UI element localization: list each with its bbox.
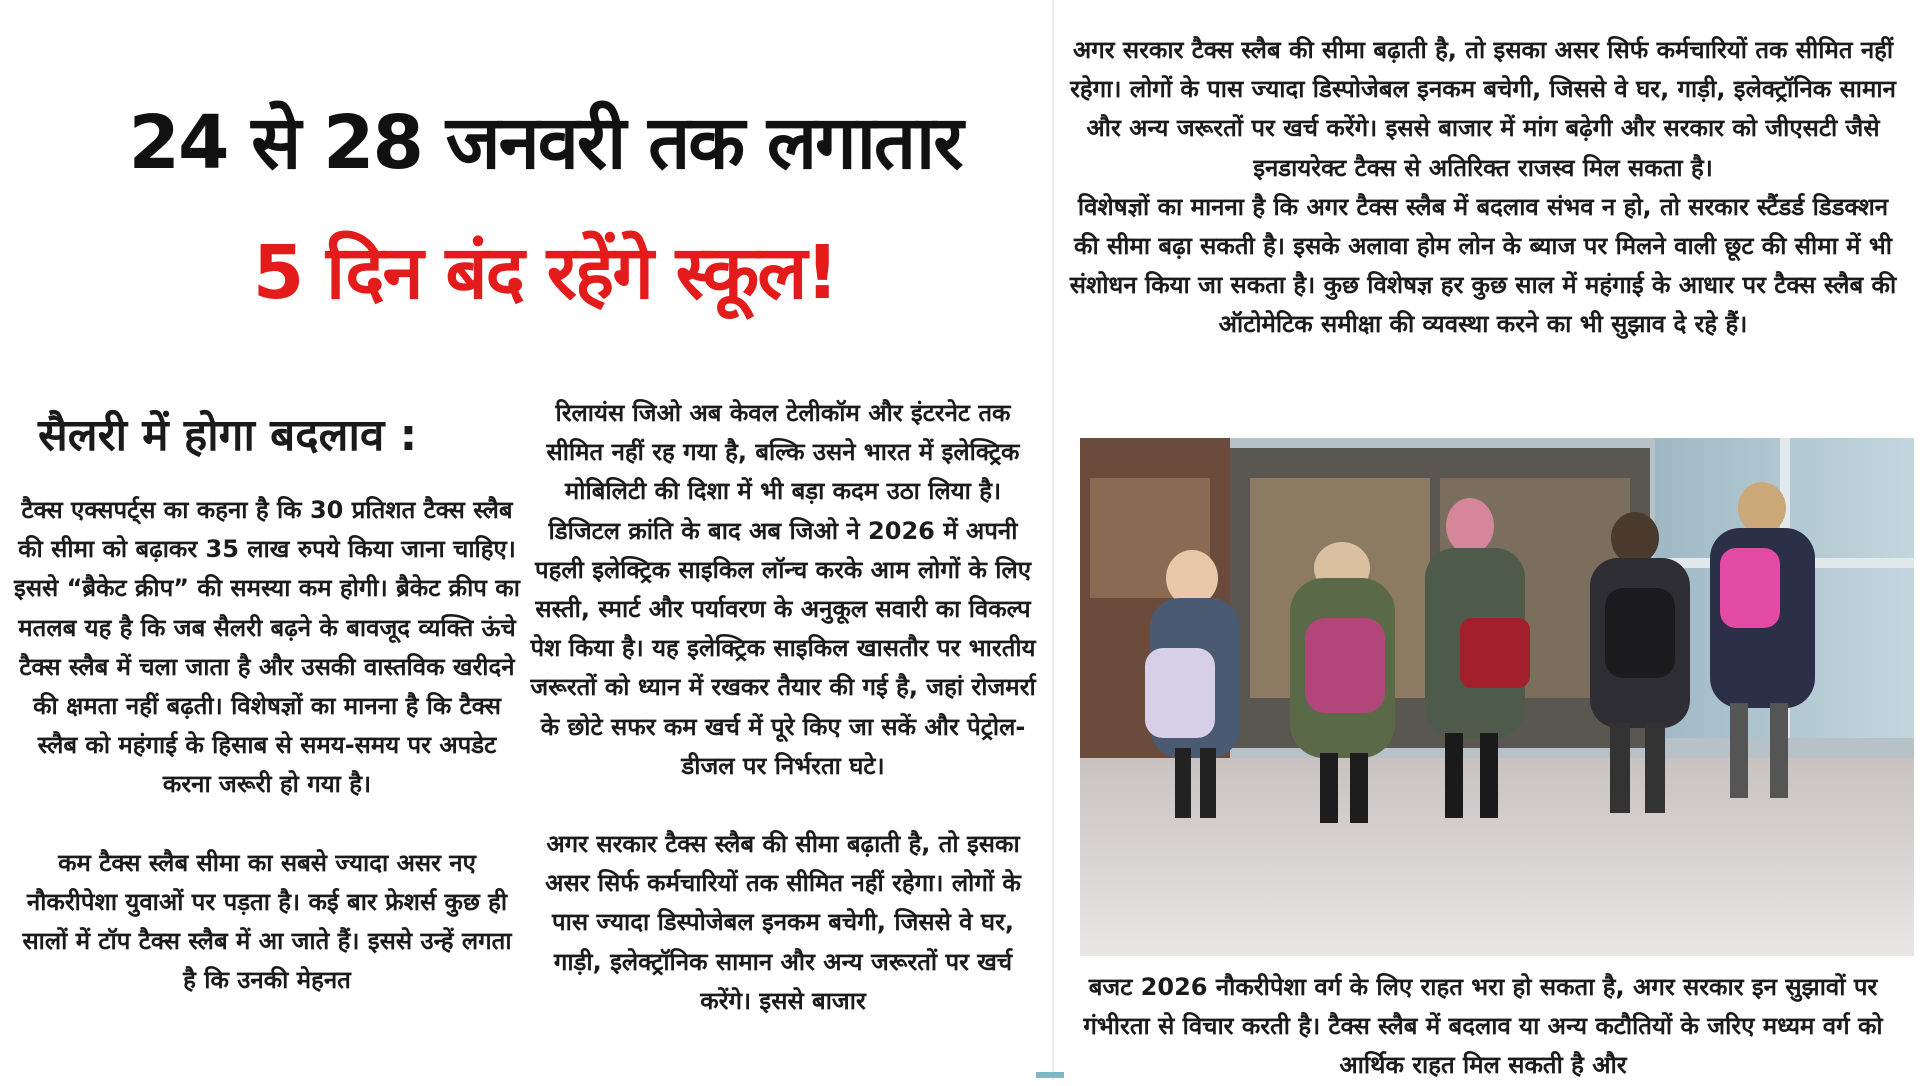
scroll-indicator <box>1036 1072 1064 1078</box>
headline-line-2: 5 दिन बंद रहेंगे स्कूल! <box>252 230 838 316</box>
column-3-paragraph-1: अगर सरकार टैक्स स्लैब की सीमा बढ़ाती है, तो इसका असर सिर्फ कर्मचारियों तक सीमित नहीं रहेगा। लोगों के पास ज्यादा डिस्पोजेबल इनकम बचेगी, जिससे वे घर, गाड़ी, इलेक्ट्रॉनिक सामान और अन्य जरूरतों पर खर्च करेंगे। इससे बाजार में मांग बढ़ेगी और सरकार को जीएसटी जैसे इनडायरेक्ट टैक्स से अतिरिक्त राजस्व मिल सकता है। <box>1070 36 1896 182</box>
column-3-paragraph-2: विशेषज्ञों का मानना है कि अगर टैक्स स्लैब में बदलाव संभव न हो, तो सरकार स्टैंडर्ड डिडक्शन की सीमा बढ़ा सकती है। इसके अलावा होम लोन के ब्याज पर मिलने वाली छूट की सीमा में भी संशोधन किया जा सकता है। कुछ विशेषज्ञ हर कुछ साल में महंगाई के आधार पर टैक्स स्लैब की ऑटोमेटिक समीक्षा की व्यवस्था करने का भी सुझाव दे रहे हैं। <box>1069 192 1897 339</box>
article-column-4 <box>1064 968 1902 1086</box>
column-4-paragraph-1: बजट 2026 नौकरीपेशा वर्ग के लिए राहत भरा हो सकता है, अगर सरकार इन सुझावों पर गंभीरता से विचार करती है। टैक्स स्लैब में बदलाव या अन्य कटौतियों के जरिए मध्यम वर्ग को आर्थिक राहत मिल सकती है और <box>1083 973 1883 1080</box>
column-1-paragraph-1: टैक्स एक्सपर्ट्स का कहना है कि 30 प्रतिशत टैक्स स्लैब की सीमा को बढ़ाकर 35 लाख रुपये किया जाना चाहिए। इससे “ब्रैकेट क्रीप” की समस्या कम होगी। ब्रैकेट क्रीप का मतलब यह है कि जब सैलरी बढ़ने के बावजूद व्यक्ति ऊंचे टैक्स स्लैब में चला जाता है और उसकी वास्तविक खरीदने की क्षमता नहीं बढ़ती। विशेषज्ञों का मानना है कि टैक्स स्लैब को महंगाई के हिसाब से समय-समय पर अपडेट करना जरूरी हो गया है। <box>14 496 520 799</box>
column-2-paragraph-2: अगर सरकार टैक्स स्लैब की सीमा बढ़ाती है, तो इसका असर सिर्फ कर्मचारियों तक सीमित नहीं रहेगा। लोगों के पास ज्यादा डिस्पोजेबल इनकम बचेगी, जिससे वे घर, गाड़ी, इलेक्ट्रॉनिक सामान और अन्य जरूरतों पर खर्च करेंगे। इससे बाजार <box>545 830 1021 1015</box>
section-title: सैलरी में होगा बदलाव : <box>38 410 418 461</box>
article-column-2 <box>526 394 1040 1021</box>
headline-line-1: 24 से 28 जनवरी तक लगातार <box>128 100 962 186</box>
school-children-photo <box>1080 438 1914 956</box>
article-column-3 <box>1064 31 1902 345</box>
column-2-paragraph-1: रिलायंस जिओ अब केवल टेलीकॉम और इंटरनेट तक सीमित नहीं रह गया है, बल्कि उसने भारत में इलेक्ट्रिक मोबिलिटी की दिशा में भी बड़ा कदम उठा लिया है। डिजिटल क्रांति के बाद अब जिओ ने 2026 में अपनी पहली इलेक्ट्रिक साइकिल लॉन्च करके आम लोगों के लिए सस्ती, स्मार्ट और पर्यावरण के अनुकूल सवारी का विकल्प पेश किया है। यह इलेक्ट्रिक साइकिल खासतौर पर भारतीय जरूरतों को ध्यान में रखकर तैयार की गई है, जहां रोजमर्रा के छोटे सफर कम खर्च में पूरे किए जा सकें और पेट्रोल-डीजल पर निर्भरता घटे। <box>530 399 1036 780</box>
column-1-paragraph-2: कम टैक्स स्लैब सीमा का सबसे ज्यादा असर नए नौकरीपेशा युवाओं पर पड़ता है। कई बार फ्रेशर्स कुछ ही सालों में टॉप टैक्स स्लैब में आ जाते हैं। इससे उन्हें लगता है कि उनकी मेहनत <box>22 848 512 995</box>
article-column-1 <box>14 491 520 1000</box>
page-gutter <box>1052 0 1054 1080</box>
photo-illustration <box>1080 438 1914 956</box>
